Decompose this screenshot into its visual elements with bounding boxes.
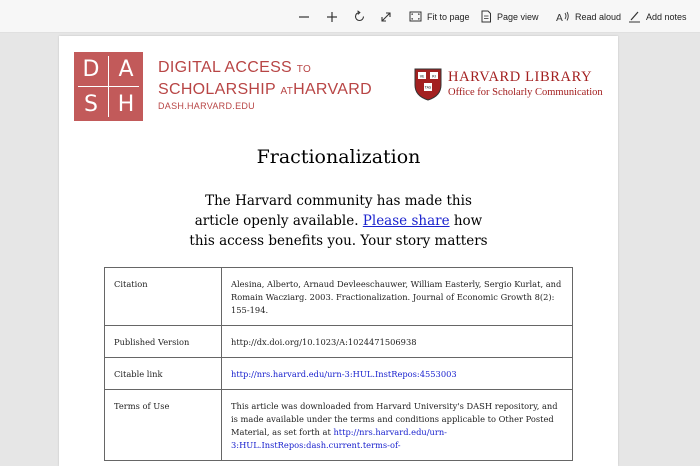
shield-text-2: RI — [432, 74, 436, 79]
rotate-icon — [353, 10, 366, 23]
terms-of-use-label: Terms of Use — [105, 390, 222, 461]
tagline — [59, 191, 618, 251]
tagline-line3: this access benefits you. Your story matters — [189, 233, 488, 249]
fit-to-page-button[interactable] — [409, 0, 470, 33]
tagline-line2 — [59, 211, 618, 231]
tagline-line2-pre: article openly available. — [194, 213, 359, 229]
dash-line2-main: SCHOLARSHIP — [158, 81, 276, 98]
read-aloud-button[interactable] — [556, 0, 621, 33]
citable-link-label: Citable link — [105, 358, 222, 390]
dash-url: DASH.HARVARD.EDU — [158, 101, 255, 111]
citation-value: Alesina, Alberto, Arnaud Devleeschauwer, William Easterly, Sergio Kurlat, and Romain Wacziarg. 2003. Fractionalization. Journal of Economic Growth 8(2): 155-194. — [222, 268, 573, 326]
minus-icon — [298, 11, 310, 23]
read-aloud-label: Read aloud — [575, 11, 622, 22]
dash-title — [158, 58, 372, 102]
pen-icon — [628, 10, 641, 23]
plus-icon — [326, 11, 338, 23]
citable-link[interactable]: http://nrs.harvard.edu/urn-3:HUL.InstRepos:4553003 — [231, 369, 457, 379]
page-view-label: Page view — [497, 11, 539, 22]
terms-of-use-text: This article was downloaded from Harvard University's DASH repository, and is made available under the terms and conditions applicable to Other Posted Material, as set forth at — [231, 401, 558, 437]
dash-line1-main: DIGITAL ACCESS — [158, 59, 293, 76]
harvard-library-name: HARVARD LIBRARY — [448, 69, 593, 85]
svg-text:A: A — [556, 12, 563, 23]
citable-link-cell — [222, 358, 573, 390]
add-notes-button[interactable] — [628, 0, 687, 33]
harvard-library-subtitle: Office for Scholarly Communication — [448, 87, 603, 98]
pdf-toolbar — [0, 0, 700, 33]
tagline-line2-post: how — [453, 213, 483, 229]
dash-line1-small: TO — [296, 64, 312, 75]
zoom-out-button[interactable] — [298, 0, 310, 33]
read-aloud-icon — [556, 11, 570, 23]
fit-to-page-label: Fit to page — [427, 11, 470, 22]
table-row — [105, 358, 573, 390]
dash-logo — [74, 52, 143, 121]
shield-text-3: TAS — [424, 85, 432, 90]
dash-line2-end: HARVARD — [293, 81, 372, 98]
citation-label: Citation — [105, 268, 222, 326]
expand-icon — [380, 11, 392, 23]
page-view-button[interactable] — [480, 0, 539, 33]
terms-of-use-link[interactable]: http://nrs.harvard.edu/urn-3:HUL.InstRepos:dash.current.terms-of- — [231, 427, 447, 450]
tagline-line1: The Harvard community has made this — [205, 193, 472, 209]
shield-text-1: VE — [419, 74, 425, 79]
terms-of-use-cell — [222, 390, 573, 461]
dash-letter-a: A — [118, 56, 134, 82]
citation-table — [104, 267, 573, 461]
table-row — [105, 268, 573, 326]
please-share-link[interactable]: Please share — [362, 213, 450, 229]
document-title: Fractionalization — [256, 146, 421, 168]
rotate-button[interactable] — [353, 0, 366, 33]
harvard-shield-icon — [414, 68, 442, 101]
fit-page-icon — [409, 11, 422, 22]
published-version-value: http://dx.doi.org/10.1023/A:1024471506938 — [222, 326, 573, 358]
table-row — [105, 326, 573, 358]
dash-line2-small: AT — [280, 86, 294, 97]
dash-letter-d: D — [82, 56, 100, 82]
add-notes-label: Add notes — [646, 11, 687, 22]
dash-title-line2 — [158, 80, 372, 102]
dash-title-line1 — [158, 58, 372, 80]
dash-letter-h: H — [117, 91, 135, 117]
zoom-in-button[interactable] — [326, 0, 338, 33]
table-row — [105, 390, 573, 461]
fullscreen-button[interactable] — [380, 0, 392, 33]
published-version-label: Published Version — [105, 326, 222, 358]
page-view-icon — [480, 10, 492, 23]
pdf-page — [59, 36, 618, 466]
dash-letter-s: S — [84, 91, 98, 117]
